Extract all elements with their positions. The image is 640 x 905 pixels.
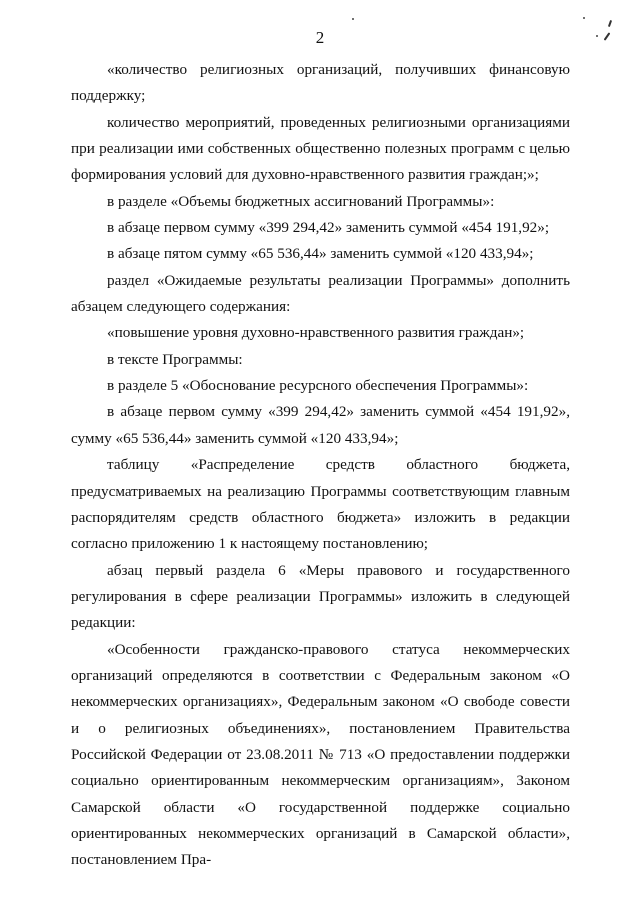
scan-artifact-mark [608, 20, 612, 27]
paragraph: таблицу «Распределение средств областного бюджета, предусматриваемых на реализацию Программы соответствующим главным распорядителям средств областного бюджета» изложить в редакции согласно приложению 1 к настоящему постановлению; [71, 456, 570, 553]
paragraph: «повышение уровня духовно-нравственного развития граждан»; [107, 324, 525, 342]
paragraph: в разделе 5 «Обоснование ресурсного обеспечения Программы»: [107, 377, 529, 395]
paragraph: в абзаце пятом сумму «65 536,44» заменить суммой «120 433,94»; [107, 245, 534, 263]
paragraph: «Особенности гражданско-правового статуса некоммерческих организаций определяются в соответствии с Федеральным законом «О некоммерческих организациях», Федеральным законом «О свободе совести и о религиозных объединениях», постановлением Правительства Российской Федерации от 23.08.2011 № 713 «О предоставлении поддержки социально ориентированным некоммерческим организациям», Законом Самарской области «О государственной поддержке социально ориентированных некоммерческих организаций в Самарской области», постановлением Пра- [71, 640, 570, 869]
paragraph: раздел «Ожидаемые результаты реализации Программы» дополнить абзацем следующего содержания: [71, 271, 570, 316]
paragraph: в тексте Программы: [107, 350, 243, 368]
scan-artifact-dot [352, 18, 354, 20]
paragraph: количество мероприятий, проведенных религиозными организациями при реализации ими собственных общественно полезных программ с целью формирования условий для духовно-нравственного развития граждан;»; [71, 113, 570, 184]
paragraph: абзац первый раздела 6 «Меры правового и государственного регулирования в сфере реализации Программы» изложить в следующей редакции: [71, 561, 570, 632]
scan-artifact-dot [583, 17, 585, 19]
paragraph: в разделе «Объемы бюджетных ассигнований Программы»: [107, 192, 495, 210]
paragraph: в абзаце первом сумму «399 294,42» заменить суммой «454 191,92», сумму «65 536,44» заменить суммой «120 433,94»; [71, 403, 570, 447]
page-number: 2 [315, 28, 325, 47]
paragraph: в абзаце первом сумму «399 294,42» заменить суммой «454 191,92»; [107, 219, 550, 237]
document-body [71, 57, 570, 874]
paragraph: «количество религиозных организаций, получивших финансовую поддержку; [71, 61, 570, 105]
